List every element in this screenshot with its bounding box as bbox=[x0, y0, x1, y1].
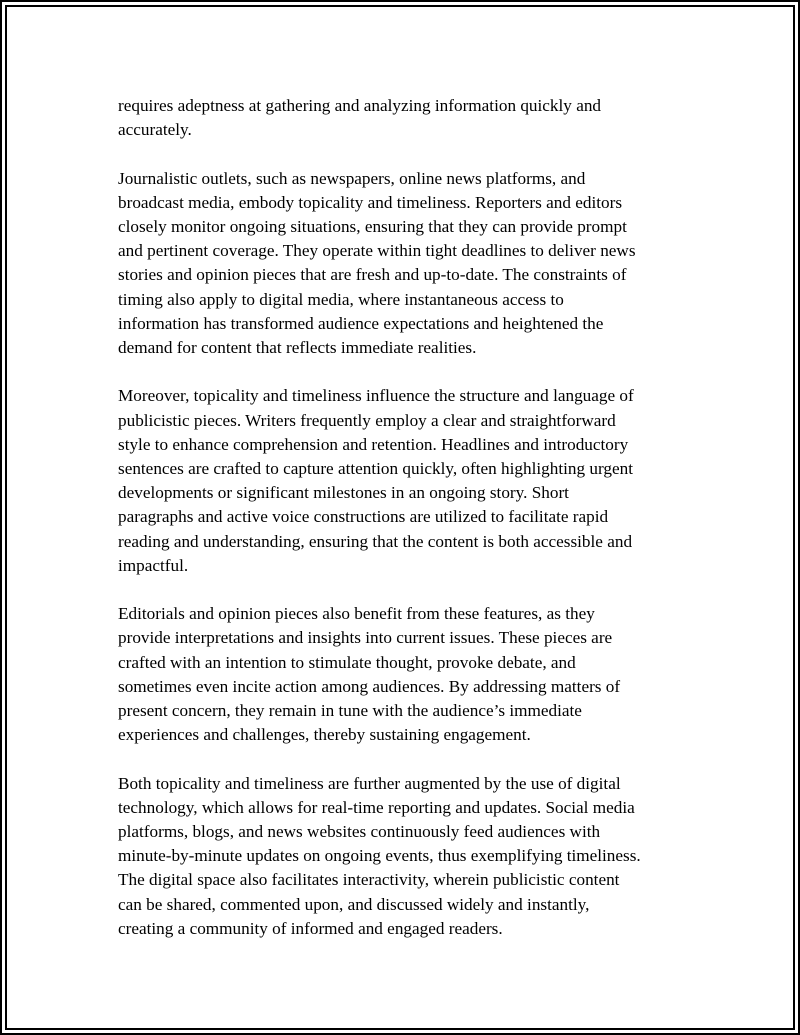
paragraph-1: requires adeptness at gathering and analyzing information quickly and accurately. bbox=[118, 96, 602, 140]
document-body bbox=[118, 94, 688, 965]
paragraph-4: Editorials and opinion pieces also benefit from these features, as they provide interpretations and insights into current issues. These pieces are crafted with an intention to stimulate thought, provoke debate, and sometimes even incite action among audiences. By addressing matters of present concern, they remain in tune with the audience’s immediate experiences and challenges, thereby sustaining engagement. bbox=[118, 604, 621, 745]
paragraph-3: Moreover, topicality and timeliness influence the structure and language of publicistic pieces. Writers frequently employ a clear and straightforward style to enhance comprehension and retention. Headlines and introductory sentences are crafted to capture attention quickly, often highlighting urgent developments or significant milestones in an ongoing story. Short paragraphs and active voice constructions are utilized to facilitate rapid reading and understanding, ensuring that the content is both accessible and impactful. bbox=[118, 386, 634, 575]
paragraph-2: Journalistic outlets, such as newspapers, online news platforms, and broadcast media, embody topicality and timeliness. Reporters and editors closely monitor ongoing situations, ensuring that they can provide prompt and pertinent coverage. They operate within tight deadlines to deliver news stories and opinion pieces that are fresh and up-to-date. The constraints of timing also apply to digital media, where instantaneous access to information has transformed audience expectations and heightened the demand for content that reflects immediate realities. bbox=[118, 168, 636, 358]
paragraph-5: Both topicality and timeliness are further augmented by the use of digital technology, which allows for real-time reporting and updates. Social media platforms, blogs, and news websites continuously feed audiences with minute-by-minute updates on ongoing events, thus exemplifying timeliness. The digital space also facilitates interactivity, wherein publicistic content can be shared, commented upon, and discussed widely and instantly, creating a community of informed and engaged readers. bbox=[118, 773, 641, 938]
